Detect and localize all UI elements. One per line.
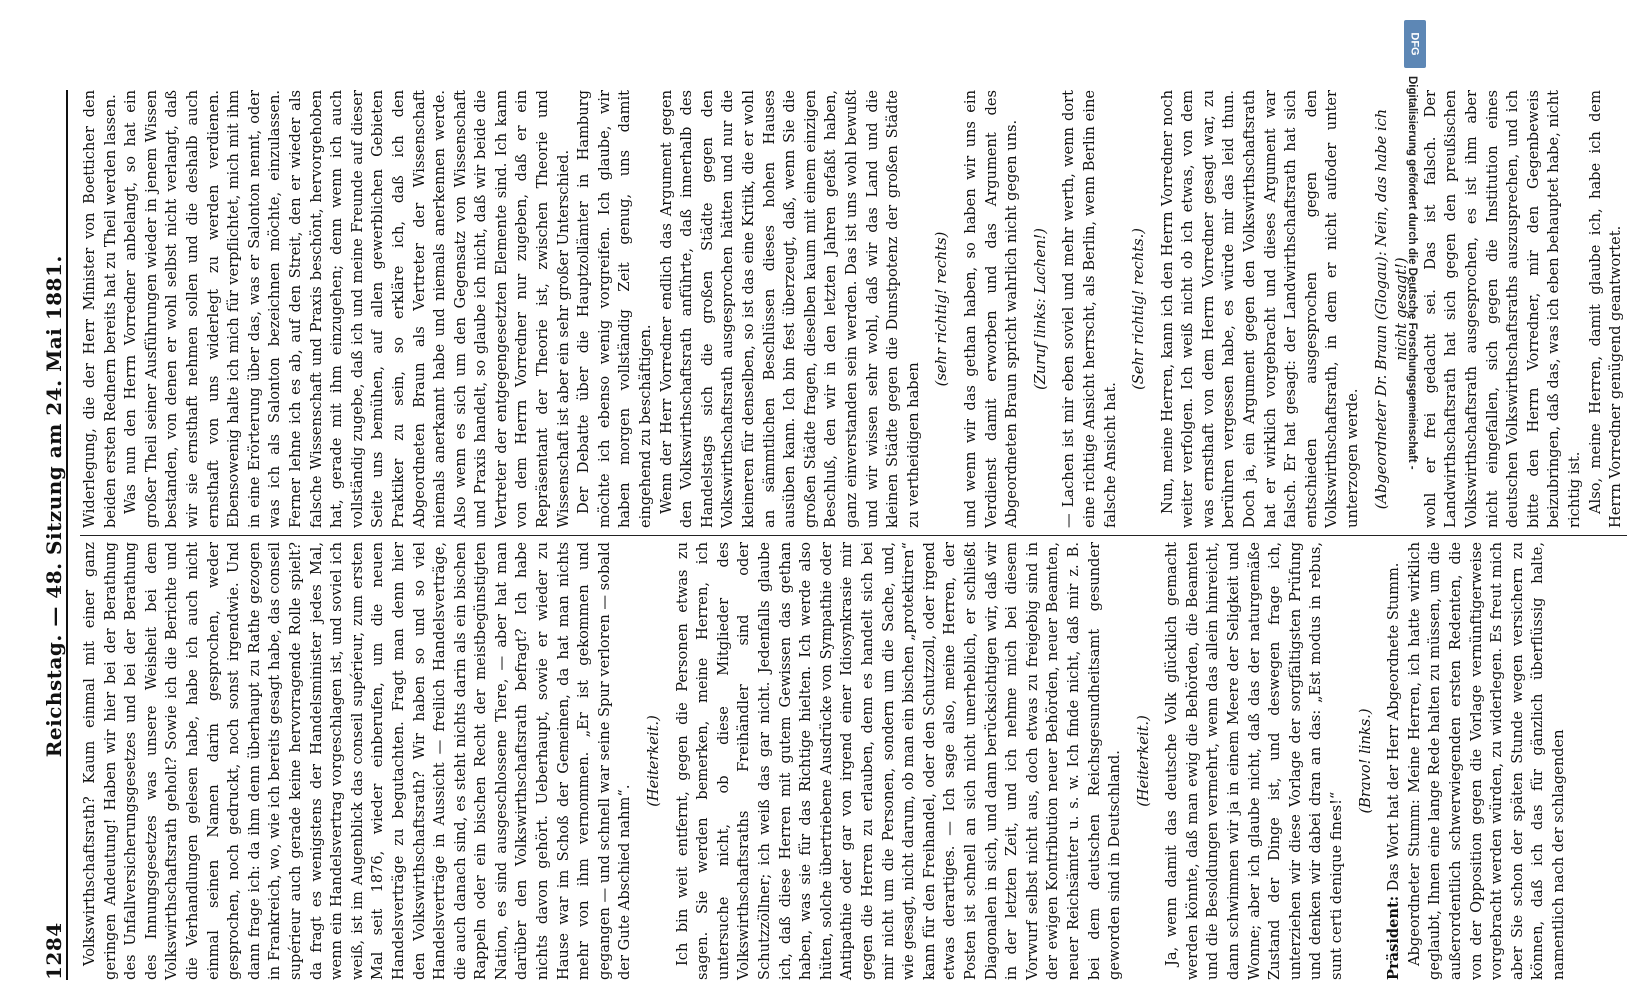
paragraph: Wenn der Herr Vorredner endlich das Argument gegen den Volkswirthschaftsrath anführte, daß innerhalb des Handelstags sich die großen Städte gegen den Volkswirthschaftsrath ausgesprochen hätten und nur die kleineren für denselben, so ist das eine Kritik, die er wohl an sämmtlichen Beschlüssen dieses hohen Hauses ausüben kann. Ich bin fest überzeugt, daß, wenn Sie die großen Städte fragen, dieselben kaum mit einem einzigen Beschluß, den wir in den letzten Jahren gefaßt haben, ganz einverstanden sein werden. Das ist uns wohl bewußt und wir wissen sehr wohl, daß wir das Land und die kleinen Städte gegen die Dunstpotenz der großen Städte zu vertheidigen haben xyxy=(657,90,922,528)
credit-strip xyxy=(1402,20,1428,980)
reaction: (Abgeordneter Dr. Braun (Glogau): Nein, das habe ich nicht gesagt!) xyxy=(1372,108,1411,510)
paragraph: Was nun den Herrn Vorredner anbelangt, so hat ein großer Theil seiner Ausführungen wieder in jenem Wissen bestanden, von denen er wohl selbst nicht verlangt, daß wir sie ernsthaft nehmen sollen und die deshalb auch ernsthaft von uns widerlegt zu werden verdienen. Ebensowenig halte ich mich für verpflichtet, mich mit ihm in eine Erörterung über das, was er Salonton nennt, oder was ich als Salonton bezeichnen möchte, einzulassen. Ferner lehne ich es ab, auf den Streit, den er wieder als falsche Wissenschaft und Praxis beschönt, hervorgehoben hat, gerade mit ihm einzugehen; denn wenn ich auch vollständig zugebe, daß ich und meine Freunde auf dieser Seite uns bemühen, auf allen gewerblichen Gebieten Praktiker zu sein, so erkläre ich, daß ich den Abgeordneten Braun als Vertreter der Wissenschaft niemals anerkannt habe und niemals anerkennen werde. Also wenn es sich um den Gegensatz von Wissenschaft und Praxis handelt, so glaube ich nicht, daß wir beide die Vertreter der entgegengesetzten Elemente sind. Ich kann von dem Herrn Vorredner nur zugeben, daß er ein Repräsentant der Theorie ist, zwischen Theorie und Wissenschaft ist aber ein sehr großer Unterschied. xyxy=(122,90,572,528)
paragraph: Der Debatte über die Hauptzollämter in Hamburg möchte ich ebenso wenig vorgreifen. Ich glaube, wir haben morgen vollständig Zeit genug, uns damit eingehend zu beschäftigen. xyxy=(575,90,655,528)
paragraph: Volkswirthschaftsrath? Kaum einmal mit einer ganz geringen Andeutung! Haben wir hier bei der Berathung des Unfallversicherungsgesetzes und bei der Berathung des Innungsgesetzes was unsere Weisheit bei dem Volkswirthschaftsrath geholt? Sowie ich die Berichte und die Verhandlungen gelesen habe, habe ich auch nicht einmal seinen Namen darin gesprochen, weder gesprochen, noch gedruckt, noch sonst irgendwie. Und dann frage ich: da ihm denn überhaupt zu Rathe gezogen in Frankreich, wo, wie ich bereits gesagt habe, das conseil supérieur auch gerade keine hervorragende Rolle spielt? da fragt es wenigstens der Handelsminister jedes Mal, wenn ein Handelsvertrag vorgeschlagen ist, und soviel ich weiß, ist im Augenblick das conseil supérieur, zum ersten Mal seit 1876, wieder einberufen, um die neuen Handelsverträge zu begutachten. Fragt man denn hier den Volkswirthschaftsrath? Wir haben so und so viel Handelsverträge in Aussicht — freilich Handelsverträge, die auch danach sind, es steht nichts darin als ein bischen Rappeln oder ein bischen Recht der meistbegünstigten Nation, es sind ausgeschlossene Tiere, — aber hat man darüber den Volkswirthschaftsrath befragt? Ich habe nichts davon gehört. Ueberhaupt, sowie er wieder zu Hause war im Schoß der Gemeinen, da hat man nichts mehr von ihm vernommen. „Er ist gekommen und gegangen — und schnell war seine Spur verloren — sobald der Gute Abschied nahm“. xyxy=(81,542,634,980)
reaction: (Heiterkeit.) xyxy=(645,715,663,807)
left-column xyxy=(80,542,1627,980)
reaction: (sehr richtig! rechts) xyxy=(933,231,951,387)
paragraph: Ja, wenn damit das deutsche Volk glücklich gemacht werden könnte, daß man ewig die Behörden, die Beamten und die Besoldungen vermehrt, wenn das allein hinreicht, dann schwimmen wir ja in einem Meere der Seligkeit und Wonne; aber ich glaube nicht, daß das der naturgemäße Zustand der Dinge ist, und deswegen frage ich, unterziehen wir diese Vorlage der sorgfältigsten Prüfung und denken wir dabei dran an das: „Est modus in rebus, sunt certi denique fines!“ xyxy=(1163,542,1346,980)
reaction: (Zuruf links: Lachen!) xyxy=(1031,228,1049,390)
right-column xyxy=(80,90,1627,528)
paragraph: Widerlegung, die der Herr Minister von Boetticher den beiden ersten Rednern bereits hat zu Theil werden lassen. xyxy=(81,90,119,528)
dfg-logo-text: DFG xyxy=(1409,32,1422,56)
page-number: 1284 xyxy=(42,922,66,980)
paragraph: Abgeordneter Stumm: Meine Herren, ich hatte wirklich geglaubt, Ihnen eine lange Rede halten zu müssen, um die außerordentlich schwerwiegenden ersten Redenten, die von der Opposition gegen die Vorlage vernünftigerweise vorgebracht werden würden, zu widerlegen. Es freut mich aber Sie schon der späten Stunde wegen versichern zu können, daß ich das für gänzlich überflüssig halte, namentlich nach der schlagenden xyxy=(1405,542,1567,980)
president-text: Das Wort hat der Herr Abgeordnete Stumm. xyxy=(1385,562,1403,892)
credit-text: Digitalisierung gefördert durch die Deutsche Forschungsgemeinschaft - xyxy=(1406,76,1418,470)
paragraph: — Lachen ist mir eben soviel und mehr werth, wenn dort eine richtige Ansicht herrscht, als Berlin, wenn Berlin eine falsche Ansicht hat. xyxy=(1060,90,1119,528)
paragraph: und wenn wir das gethan haben, so haben wir uns ein Verdienst damit erworben und das Argument des Abgeordneten Braun spricht wahrlich nicht gegen uns. xyxy=(961,90,1021,528)
dfg-logo xyxy=(1404,20,1426,68)
reaction: (Heiterkeit.) xyxy=(1134,715,1152,807)
paragraph: Nun, meine Herren, kann ich den Herrn Vorredner noch weiter verfolgen. Ich weiß nicht ob ich etwas, von dem was ernsthaft von dem Herrn Vorredner gesagt war, zu berühren vergessen habe, es würde mir das leid thun. Doch ja, ein Argument gegen den Volkswirthschaftsrath hat er wirklich vorgebracht und dieses Argument war falsch. Er hat gesagt: der Landwirthschaftsrath hat sich entschieden ausgesprochen gegen den Volkswirthschaftsrath, in dem er nicht aufoder unter unterzogen werde. xyxy=(1158,90,1362,528)
paragraph: Also, meine Herren, damit glaube ich, habe ich dem Herrn Vorredner genügend geantwortet. xyxy=(1586,90,1625,528)
reaction: (Bravo! links.) xyxy=(1356,708,1374,814)
speaker-label: Präsident: xyxy=(1385,895,1403,980)
paragraph: Ich bin weit entfernt, gegen die Personen etwas zu sagen. Sie werden bemerken, meine Herren, ich untersuche nicht, ob diese Mitglieder des Volkswirthschaftsraths Freihändler sind oder Schutzzöllner; ich weiß das gar nicht. Jedenfalls glaube ich, daß diese Herren mit gutem Gewissen das gethan haben, was sie für das Richtige hielten. Ich werde also hüten, solche übertriebene Ausdrücke von Sympathie oder Antipathie oder gar von irgend einer Idiosynkrasie mir gegen die Herren zu erlauben, denn es handelt sich bei mir nicht um die Personen, sondern um die Sache, und, wie gesagt, nicht darum, ob man ein bischen „protektiren“ kann für den Freihandel, oder den Schutzzoll, oder irgend etwas derartiges. — Ich sage also, meine Herren, der Posten ist schnell an sich nicht unerheblich, er schließt Diagonalen in sich, und dann berücksichtigen wir, daß wir in der letzten Zeit, und ich nehme mich bei diesem Vorwurf selbst nicht aus, doch etwas zu freigebig sind in der ewigen Kontribution neuer Behörden, neuer Beamten, neuer Reichsämter u. s. w. Ich finde nicht, daß mir z. B. bei dem deutschen Reichsgesundheitsamt gesunder geworden sind in Deutschland. xyxy=(673,542,1124,980)
reaction: (Sehr richtig! rechts.) xyxy=(1130,228,1148,390)
page-header xyxy=(26,90,68,980)
page-running-title: Reichstag. — 48. Sitzung am 24. Mai 1881. xyxy=(42,255,66,758)
paragraph: wohl er frei gedacht sei. Das ist falsch. Der Landwirthschaftsrath hat sich gegen den preußischen Volkswirthschaftsrath ausgesprochen, es ist ihm aber nicht eingefallen, sich gegen die Institution eines deutschen Volkswirthschaftsraths auszusprechen, und ich bitte den Herrn Vorredner, mir den Gegenbeweis beizubringen, daß das, was ich eben behauptet habe, nicht richtig ist. xyxy=(1421,90,1583,528)
